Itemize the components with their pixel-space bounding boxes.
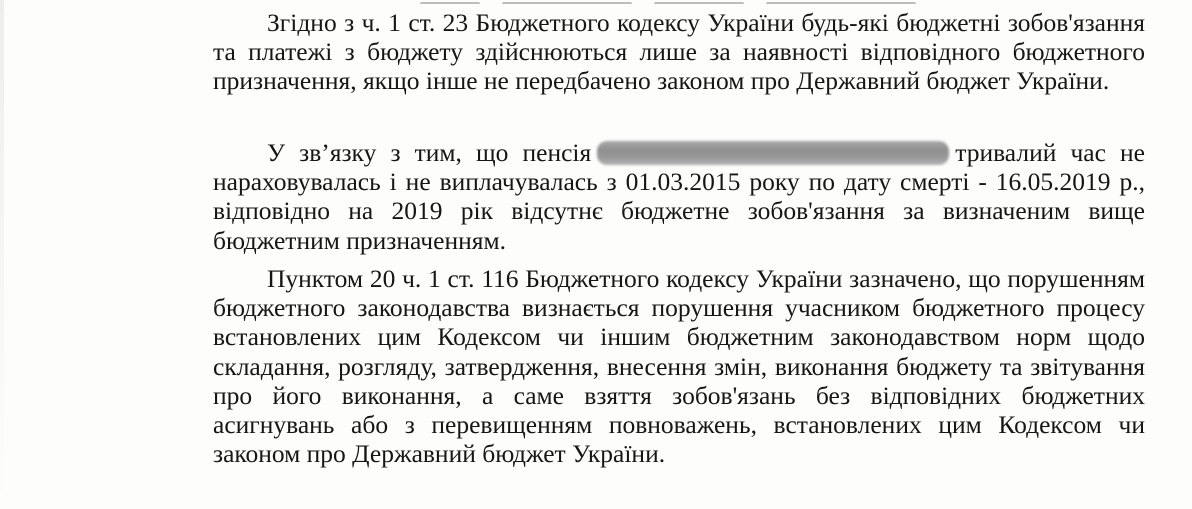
redacted-name — [597, 141, 949, 165]
paragraph-budget-violation — [213, 264, 1145, 468]
scan-edge-shadow — [0, 0, 4, 509]
paragraph-pension — [213, 138, 1145, 255]
paragraph-1-text: Згідно з ч. 1 ст. 23 Бюджетного кодексу України будь-які бюджетні зобов'язання та платежі з бюджету здійснюються лише за наявності відповідного бюджетного призначення, якщо інше не передбачено законом про Державний бюджет України. — [213, 8, 1145, 96]
paragraph-2-text — [213, 138, 1145, 255]
cut-off-previous-line — [420, 0, 940, 4]
paragraph-2-after-redaction: тривалий час не нараховувалась і не виплачувалась з 01.03.2015 року по дату смерті - 16.05.2019 р., відповідно на 2019 рік відсутнє бюджетне зобов'язання за визначеним вище бюджетним призначенням. — [213, 138, 1145, 255]
paragraph-budget-obligations — [213, 8, 1145, 96]
paragraph-2-before-redaction: У зв’язку з тим, що пенсія — [267, 138, 592, 167]
paragraph-3-text: Пунктом 20 ч. 1 ст. 116 Бюджетного кодексу України зазначено, що порушенням бюджетного законодавства визнається порушення учасником бюджетного процесу встановлених цим Кодексом чи іншим бюджетним законодавством норм щодо складання, розгляду, затвердження, внесення змін, виконання бюджету та звітування про його виконання, а саме взяття зобов'язань без відповідних бюджетних асигнувань або з перевищенням повноважень, встановлених цим Кодексом чи законом про Державний бюджет України. — [213, 264, 1145, 469]
